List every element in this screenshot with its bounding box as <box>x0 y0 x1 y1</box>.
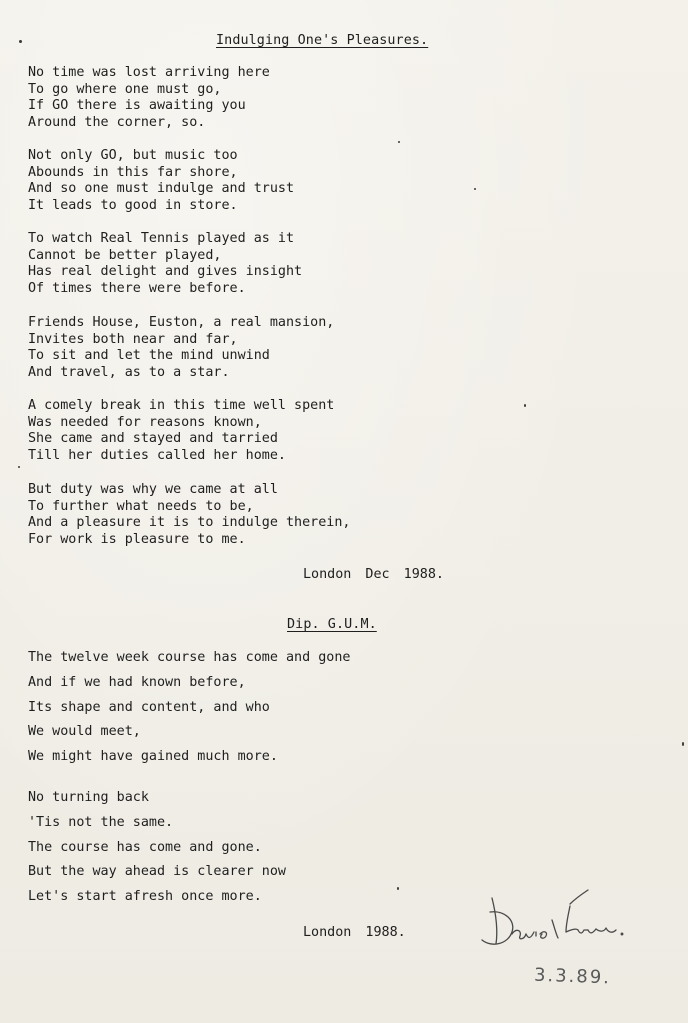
poem-1-stanza-5 <box>28 398 334 465</box>
stray-mark <box>682 742 684 746</box>
poem-line: And so one must indulge and trust <box>28 181 295 197</box>
signature-scribble <box>478 884 628 952</box>
stray-mark <box>398 141 400 143</box>
stray-mark <box>19 40 22 43</box>
poem-line: No turning back <box>28 790 149 805</box>
poem-line: Invites both near and far, <box>28 331 238 347</box>
poem-line: Cannot be better played, <box>28 247 222 263</box>
poem-line: Till her duties called her home. <box>28 448 286 464</box>
poem-1-dateline: London Dec 1988. <box>303 567 444 582</box>
poem-line: If GO there is awaiting you <box>28 98 246 114</box>
poem-line: Abounds in this far shore, <box>28 164 238 180</box>
poem-1-stanza-2 <box>28 148 294 215</box>
poem-line: The twelve week course has come and gone <box>28 650 351 665</box>
poem-line: Its shape and content, and who <box>28 699 270 715</box>
poem-2-dateline: London 1988. <box>303 925 406 940</box>
poem-line: To go where one must go, <box>28 81 222 97</box>
poem-1-stanza-6 <box>28 482 350 549</box>
poem-line: Has real delight and gives insight <box>28 264 303 280</box>
poem-line: To watch Real Tennis played as it <box>28 231 295 246</box>
poem-line: Friends House, Euston, a real mansion, <box>28 315 335 330</box>
poem-1-stanza-1 <box>28 65 270 132</box>
poem-line: To sit and let the mind unwind <box>28 348 270 364</box>
poem-1-title: Indulging One's Pleasures. <box>216 33 429 48</box>
poem-line: She came and stayed and tarried <box>28 431 278 447</box>
poem-2-stanza-1 <box>28 646 350 770</box>
poem-line: Was needed for reasons known, <box>28 414 262 430</box>
poem-line: A comely break in this time well spent <box>28 398 335 413</box>
poem-line: And a pleasure it is to indulge therein, <box>28 515 351 531</box>
poem-line: But duty was why we came at all <box>28 482 278 497</box>
poem-line: But the way ahead is clearer now <box>28 864 286 880</box>
stray-mark <box>18 466 20 468</box>
poem-line: Let's start afresh once more. <box>28 889 262 905</box>
poem-2-title: Dip. G.U.M. <box>287 617 377 632</box>
stray-mark <box>524 404 526 407</box>
poem-line: And travel, as to a star. <box>28 365 230 381</box>
poem-line: Around the corner, so. <box>28 115 206 131</box>
poem-line: We would meet, <box>28 724 141 740</box>
poem-line: Of times there were before. <box>28 281 246 297</box>
poem-line: And if we had known before, <box>28 674 246 690</box>
handwritten-signature <box>478 884 628 952</box>
poem-line: No time was lost arriving here <box>28 65 270 80</box>
poem-line: 'Tis not the same. <box>28 814 174 830</box>
poem-line: For work is pleasure to me. <box>28 532 246 548</box>
poem-1-stanza-4 <box>28 315 334 382</box>
poem-1-stanza-3 <box>28 231 302 298</box>
poem-2-stanza-2 <box>28 786 286 910</box>
poem-line: The course has come and gone. <box>28 839 262 855</box>
stray-mark <box>474 188 476 190</box>
poem-line: It leads to good in store. <box>28 198 238 214</box>
poem-line: Not only GO, but music too <box>28 148 238 163</box>
stray-mark <box>397 887 399 890</box>
poem-line: To further what needs to be, <box>28 498 254 514</box>
handwritten-date: 3.3.89. <box>533 964 612 989</box>
poem-line: We might have gained much more. <box>28 749 278 765</box>
